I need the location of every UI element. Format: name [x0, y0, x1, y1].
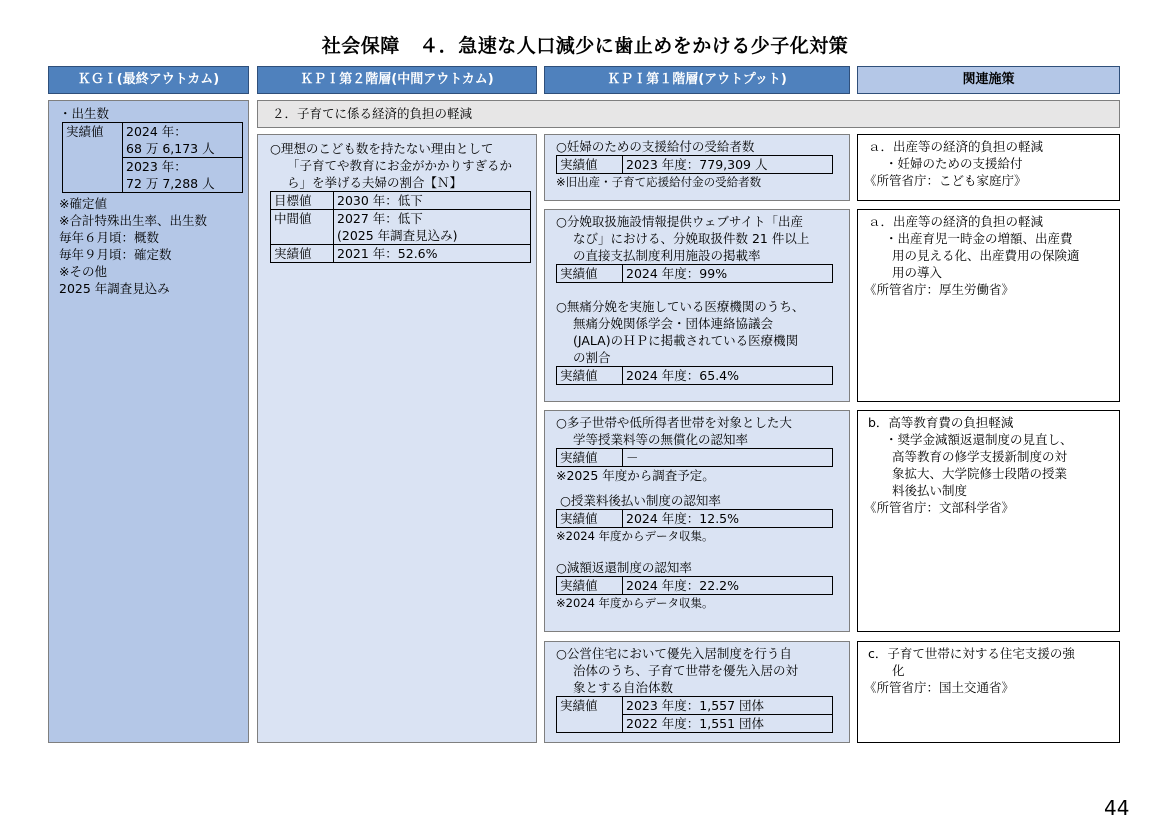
policy-box-c [857, 641, 1120, 743]
kgi-value-2023-year: 2023 年： [126, 159, 187, 174]
kpi1-box-c [544, 641, 850, 743]
kpi2-label-actual: 実績値 [271, 245, 334, 263]
kpi1-b-value-1: － [623, 449, 833, 467]
kpi1-a2-title-2: (JALA)のＨＰに掲載されている医療機関 [573, 333, 799, 348]
kpi1-b-table-2 [556, 509, 833, 528]
kpi1-a2-title-2: ○無痛分娩を実施している医療機関のうち、 [556, 299, 805, 314]
policy-a2-line: 用の見える化、出産費用の保険適 [892, 248, 1080, 263]
kgi-value-2024: 68 万 6,173 人 [126, 141, 215, 156]
policy-b-ministry: 《所管省庁：文部科学省》 [864, 500, 1015, 515]
policy-a2-line: 用の導入 [892, 265, 943, 280]
policy-a2-ministry: 《所管省庁：厚生労働省》 [864, 282, 1015, 297]
policy-b-line: ・奨学金減額返還制度の見直し、 [885, 432, 1073, 447]
kpi1-a2-title-2: 無痛分娩関係学会・団体連絡協議会 [573, 316, 774, 331]
kpi1-a1-value: 2023 年度：779,309 人 [623, 156, 833, 174]
kpi1-a2-label-2: 実績値 [557, 367, 623, 385]
kpi1-a2-title: の直接支払制度利用施設の掲載率 [573, 248, 761, 263]
policy-b-head: b．高等教育費の負担軽減 [868, 415, 1014, 430]
kpi1-a2-label-1: 実績値 [557, 265, 623, 283]
kgi-note: 2025 年調査見込み [59, 281, 170, 296]
kpi1-c-title: 治体のうち、子育て世帯を優先入居の対 [573, 663, 799, 678]
kpi1-b-label-1: 実績値 [557, 449, 623, 467]
policy-a1-ministry: 《所管省庁：こども家庭庁》 [864, 173, 1027, 188]
kpi1-b-title: ○多子世帯や低所得者世帯を対象とした大 [556, 415, 792, 430]
policy-a1-head: ａ．出産等の経済的負担の軽減 [868, 139, 1044, 154]
kpi1-c-table [556, 696, 833, 733]
kpi1-a2-value-2: 2024 年度：65.4% [623, 367, 833, 385]
policy-a2-line: ・出産育児一時金の増額、出産費 [885, 231, 1073, 246]
kpi2-label-target: 目標値 [271, 192, 334, 210]
page-number: 44 [1104, 796, 1130, 820]
header-kgi: ＫＧＩ(最終アウトカム) [48, 66, 249, 94]
kgi-value-2023: 72 万 7,288 人 [126, 176, 215, 191]
policy-c-head-cont: 化 [892, 663, 905, 678]
kpi1-a2-title: ○分娩取扱施設情報提供ウェブサイト「出産 [556, 214, 804, 229]
kpi1-a2-table-1 [556, 264, 833, 283]
kpi1-b-note-3: ※2024 年度からデータ収集。 [556, 596, 714, 610]
kpi1-box-a1 [544, 134, 850, 201]
kpi1-b-note-1: ※2025 年度から調査予定。 [556, 468, 715, 483]
kpi2-text: ら」を挙げる夫婦の割合【Ｎ】 [287, 175, 463, 190]
kpi1-a2-title-2: の割合 [573, 350, 611, 365]
kgi-note: 毎年６月頃：概数 [59, 230, 160, 245]
kpi1-b-title-2: ○授業料後払い制度の認知率 [560, 493, 721, 508]
kpi1-c-value-2: 2022 年度：1,551 団体 [623, 715, 833, 733]
kpi1-b-table-1 [556, 448, 833, 467]
kpi2-column [257, 134, 537, 743]
kpi2-value-actual: 2021 年：52.6% [334, 245, 531, 263]
header-kpi-layer2: ＫＰＩ第２階層(中間アウトカム) [257, 66, 537, 94]
policy-box-b [857, 410, 1120, 632]
kpi1-b-value-2: 2024 年度：12.5% [623, 510, 833, 528]
kpi2-text: 「子育てや教育にお金がかかりすぎるか [287, 158, 513, 173]
header-related-policy: 関連施策 [857, 66, 1120, 94]
kpi1-a2-table-2 [556, 366, 833, 385]
header-kpi-layer1: ＫＰＩ第１階層(アウトプット) [544, 66, 850, 94]
policy-box-a2 [857, 209, 1120, 402]
kpi1-b-label-3: 実績値 [557, 577, 623, 595]
kgi-column [48, 100, 249, 743]
kpi2-value-interim-note: (2025 年調査見込み) [337, 228, 458, 243]
section-band: ２．子育てに係る経済的負担の軽減 [257, 100, 1120, 128]
policy-c-ministry: 《所管省庁：国土交通省》 [864, 680, 1015, 695]
kpi2-value-table [270, 191, 531, 263]
policy-box-a1 [857, 134, 1120, 201]
kpi1-box-b [544, 410, 850, 632]
policy-a2-head: ａ．出産等の経済的負担の軽減 [868, 214, 1044, 229]
kpi1-b-label-2: 実績値 [557, 510, 623, 528]
policy-c-head: c．子育て世帯に対する住宅支援の強 [868, 646, 1075, 661]
kpi2-value-interim: 2027 年：低下 [337, 211, 423, 226]
kpi1-a1-note: ※旧出産・子育て応援給付金の受給者数 [556, 175, 762, 189]
kpi2-label-interim: 中間値 [271, 210, 334, 245]
kpi1-c-title: ○公営住宅において優先入居制度を行う自 [556, 646, 792, 661]
kgi-value-2024-year: 2024 年： [126, 124, 187, 139]
kpi1-box-a2 [544, 209, 850, 402]
policy-a1-line: ・妊婦のための支援給付 [885, 156, 1023, 171]
kpi1-a2-title: なび」における、分娩取扱件数 21 件以上 [573, 231, 810, 246]
kgi-label: 実績値 [63, 123, 123, 193]
kpi1-c-value-1: 2023 年度：1,557 団体 [623, 697, 833, 715]
kpi1-b-table-3 [556, 576, 833, 595]
kpi1-a1-table [556, 155, 833, 174]
kgi-note: ※その他 [59, 264, 107, 279]
kgi-note: ※確定値 [59, 196, 107, 211]
kgi-note: ※合計特殊出生率、出生数 [59, 213, 207, 228]
kgi-note: 毎年９月頃：確定数 [59, 247, 172, 262]
kpi1-b-value-3: 2024 年度：22.2% [623, 577, 833, 595]
kpi1-b-note-2: ※2024 年度からデータ収集。 [556, 529, 714, 543]
policy-b-line: 料後払い制度 [892, 483, 968, 498]
policy-b-line: 象拡大、大学院修士段階の授業 [892, 466, 1068, 481]
kgi-item: ・出生数 [59, 106, 110, 121]
kpi1-c-title: 象とする自治体数 [573, 680, 674, 695]
page-title: 社会保障 ４．急速な人口減少に歯止めをかける少子化対策 [321, 35, 849, 57]
kpi2-text: ○理想のこども数を持たない理由として [270, 141, 494, 156]
kpi1-a1-title: ○妊婦のための支援給付の受給者数 [556, 139, 755, 154]
kgi-notes [59, 195, 248, 297]
kpi1-a2-value-1: 2024 年度：99% [623, 265, 833, 283]
kgi-value-table [62, 122, 243, 193]
kpi1-a1-label: 実績値 [557, 156, 623, 174]
kpi1-b-title-3: ○減額返還制度の認知率 [556, 560, 692, 575]
kpi2-value-target: 2030 年：低下 [334, 192, 531, 210]
policy-b-line: 高等教育の修学支援新制度の対 [892, 449, 1068, 464]
kpi1-b-title: 学等授業料等の無償化の認知率 [573, 432, 749, 447]
kpi1-c-label: 実績値 [557, 697, 623, 733]
